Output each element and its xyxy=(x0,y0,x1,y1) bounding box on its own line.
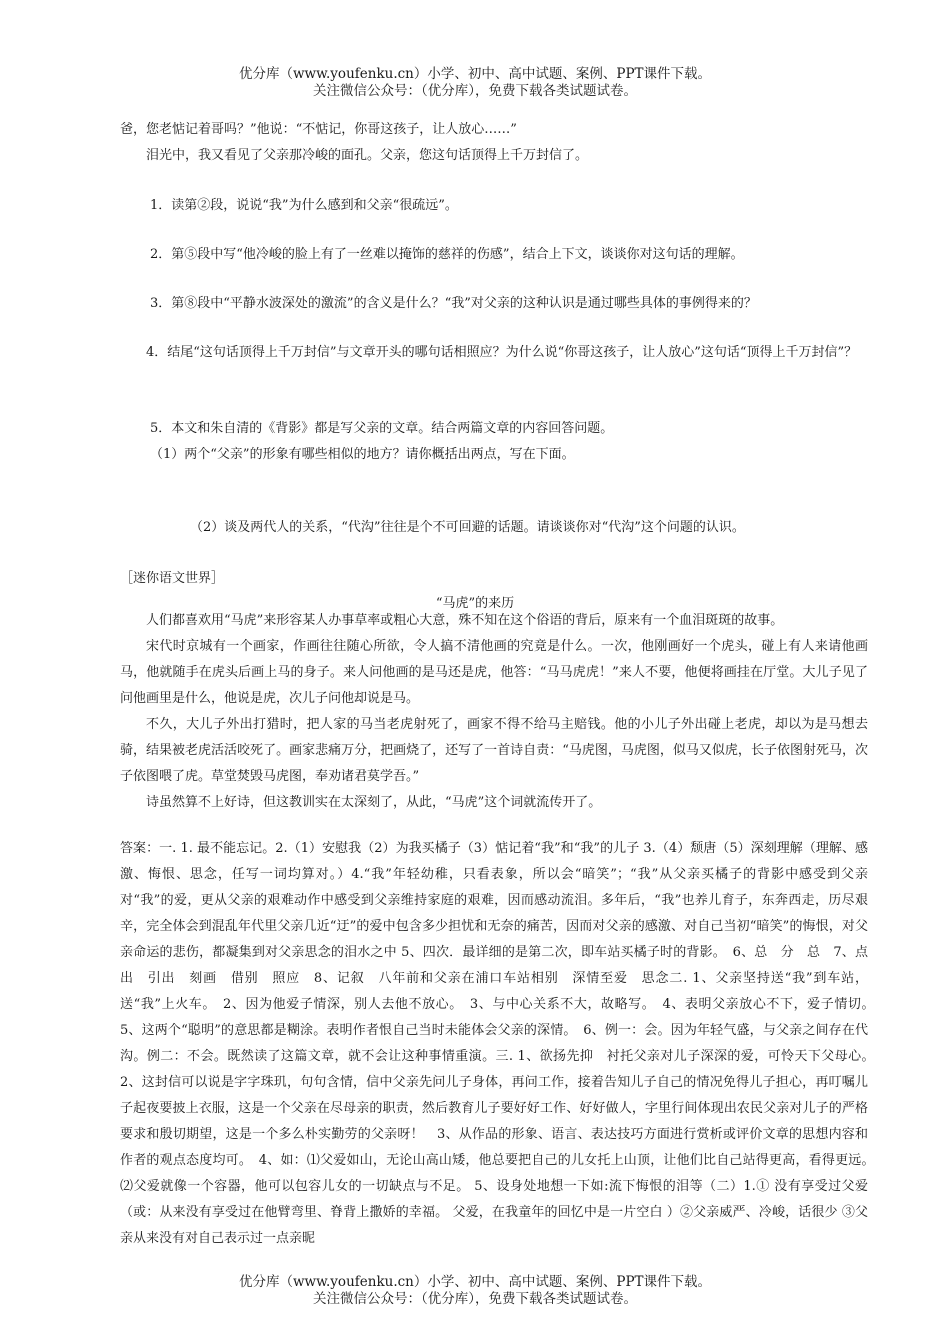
question-4: 4．结尾“这句话顶得上千万封信”与文章开头的哪句话相照应？为什么说“你哥这孩子，让人放心”这句话“顶得上千万封信”？ xyxy=(146,345,858,360)
question-3: 3．第⑧段中“平静水波深处的激流”的含义是什么？“我”对父亲的这种认识是通过哪些具体的事例得来的？ xyxy=(150,296,757,311)
mini-world-paragraph-4: 诗虽然算不上好诗，但这教训实在太深刻了，从此，“马虎”这个词就流传开了。 xyxy=(146,795,602,810)
mini-world-paragraph-3: 不久，大儿子外出打猎时，把人家的马当老虎射死了，画家不得不给马主赔钱。他的小儿子外出碰上老虎，却以为是马想去骑，结果被老虎活活咬死了。画家悲痛万分，把画烧了，还写了一首诗自责：“马虎图，马虎图，似马又似虎，长子依图射死马，次子依图喂了虎。草堂焚毁马虎图，奉劝诸君莫学吾。” xyxy=(120,717,868,784)
mini-world-paragraph-1: 人们都喜欢用“马虎”来形容某人办事草率或粗心大意，殊不知在这个俗语的背后，原来有一个血泪斑斑的故事。 xyxy=(146,613,784,628)
question-2: 2．第⑤段中写“他冷峻的脸上有了一丝难以掩饰的慈祥的伤感”，结合上下文，谈谈你对这句话的理解。 xyxy=(150,247,744,262)
question-5-part-2: （2）谈及两代人的关系，“代沟”往往是个不可回避的话题。请谈谈你对“代沟”这个问题的认识。 xyxy=(190,520,745,535)
mini-world-label: ［迷你语文世界］ xyxy=(120,571,225,586)
question-1: 1．读第②段，说说“我”为什么感到和父亲“很疏远”。 xyxy=(150,198,458,213)
mini-world-title: “马虎”的来历 xyxy=(435,596,515,611)
question-5: 5．本文和朱自清的《背影》都是写父亲的文章。结合两篇文章的内容回答问题。 xyxy=(150,421,614,436)
story-tail-line-2: 泪光中，我又看见了父亲那冷峻的面孔。父亲，您这句话顶得上千万封信了。 xyxy=(146,148,589,163)
page-footer xyxy=(0,1274,950,1308)
story-tail-line-1: 爸，您老惦记着哥吗？”他说：“不惦记，你哥这孩子，让人放心……” xyxy=(120,122,517,137)
answer-key: 答案：一. 1. 最不能忘记。2.（1）安慰我（2）为我买橘子（3）惦记着“我”和“我”的儿子 3.（4）颓唐（5）深刻理解（理解、感激、悔恨、思念，任写一词均算对。）4.“我”年轻幼稚，只看表象，所以会“暗笑”；“我”从父亲买橘子的背影中感受到父亲对“我”的爱，更从父亲的艰难动作中感受到父亲维持家庭的艰难，因而感动流泪。多年后，“我”也养儿育子，东奔西走，历尽艰辛，完全体会到混乱年代里父亲几近“迂”的爱中包含多少担忧和无奈的痛苦，因而对父亲的感激、对自己当初“暗笑”的悔恨，对父亲命运的悲伤，都凝集到对父亲思念的泪水之中 5、四次．最详细的是第二次，即车站买橘子时的背影。 6、总 分 总 7、点出 引出 刻画 借别 照应 8、记叙 八年前和父亲在浦口车站相别 深情至爱 思念二. 1、父亲坚持送“我”到车站，送“我”上火车。 2、因为他爱子情深，别人去他不放心。 3、与中心关系不大，故略写。 4、表明父亲放心不下，爱子情切。 5、这两个“聪明”的意思都是糊涂。表明作者恨自己当时未能体会父亲的深情。 6、例一：会。因为年轻气盛，与父亲之间存在代沟。例二：不会。既然读了这篇文章，就不会让这种事情重演。三. 1、欲扬先抑 衬托父亲对儿子深深的爱，可怜天下父母心。 2、这封信可以说是字字珠玑，句句含情，信中父亲先问儿子身体，再问工作，接着告知儿子自己的情况免得儿子担心，再叮嘱儿子起夜要披上衣服，这是一个父亲在尽母亲的职责，然后教育儿子要好好工作、好好做人，字里行间体现出农民父亲对儿子的严格要求和殷切期望，这是一个多么朴实勤劳的父亲呀！ 3、从作品的形象、语言、表达技巧方面进行赏析或评价文章的思想内容和作者的观点态度均可。 4、如：⑴父爱如山，无论山高山矮，他总要把自己的儿女托上山顶，让他们比自己站得更高，看得更远。 ⑵父爱就像一个容器，他可以包容儿女的一切缺点与不足。 5、设身处地想一下如:流下悔恨的泪等（二）1.① 没有享受过父爱（或：从来没有享受过在他臂弯里、脊背上撒娇的幸福。 父爱，在我童年的回忆中是一片空白 ）②父亲威严、冷峻，话很少 ③父亲从来没有对自己表示过一点亲昵 xyxy=(120,841,895,1246)
header-line-2: 关注微信公众号：（优分库），免费下载各类试题试卷。 xyxy=(313,83,637,99)
footer-line-1: 优分库（www.youfenku.cn）小学、初中、高中试题、案例、PPT课件下载。 xyxy=(238,1274,712,1290)
mini-world-paragraph-2: 宋代时京城有一个画家，作画往往随心所欲，令人搞不清他画的究竟是什么。一次，他刚画好一个虎头，碰上有人来请他画马，他就随手在虎头后画上马的身子。来人问他画的是马还是虎，他答：“马马虎虎！”来人不要，他便将画挂在厅堂。大儿子见了问他画里是什么，他说是虎，次儿子问他却说是马。 xyxy=(120,639,868,706)
footer-line-2: 关注微信公众号：（优分库），免费下载各类试题试卷。 xyxy=(313,1291,637,1307)
page-header xyxy=(0,66,950,100)
header-line-1: 优分库（www.youfenku.cn）小学、初中、高中试题、案例、PPT课件下载。 xyxy=(238,66,712,82)
question-5-part-1: （1）两个“父亲”的形象有哪些相似的地方？请你概括出两点，写在下面。 xyxy=(150,447,575,462)
